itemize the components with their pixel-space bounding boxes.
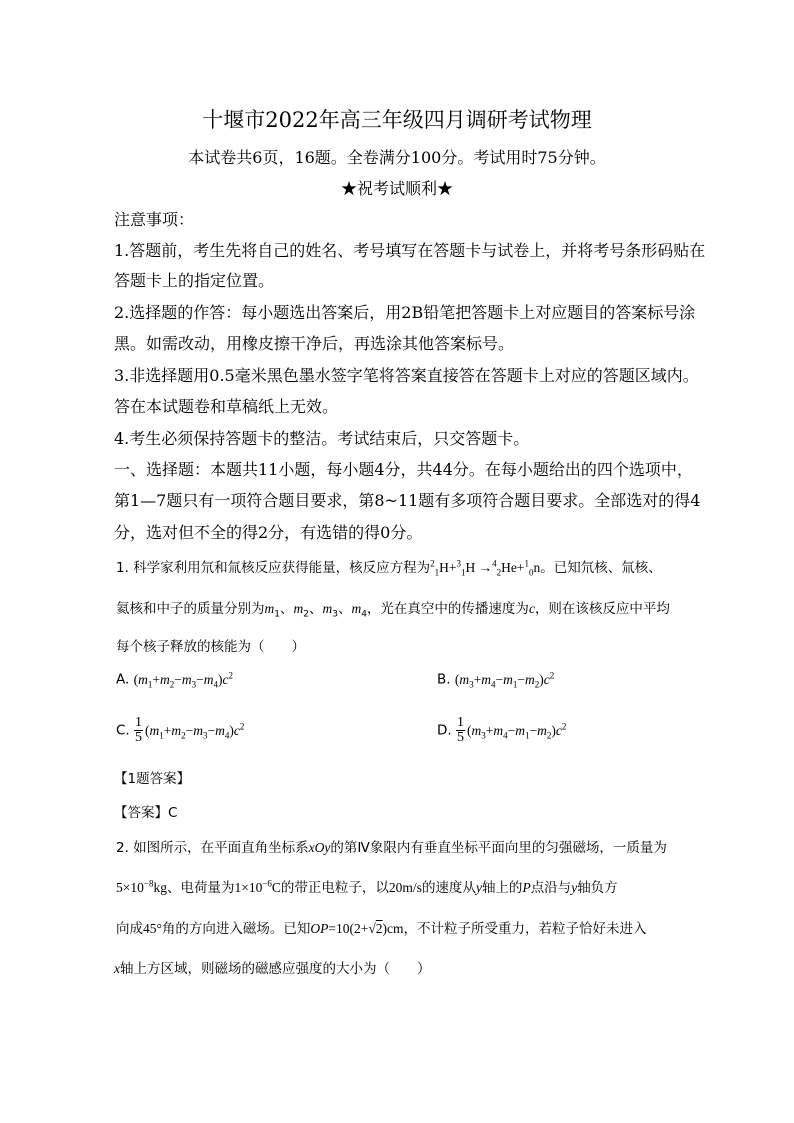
question-2-line1: 2. 如图所示，在平面直角坐标系xOy的第Ⅳ象限内有垂直坐标平面向里的匀强磁场，一质量为 [116,840,667,856]
option-d[interactable]: D. $\frac{1}{5}$ $(m_3+m_4-m_1-m_2)c^2$ [437,715,567,745]
notice-heading: 注意事项： [114,210,195,229]
option-b[interactable]: B. $(m_3+m_4-m_1-m_2)c^2$ [437,670,555,690]
page-title: 十堰市2022年高三年级四月调研考试物理 [202,108,592,132]
section-instruction: 分，选对但不全的得2分，有选错的得0分。 [114,523,423,542]
question-2-line3: 向成45°角的方向进入磁场。已知OP=10(2+√2)cm，不计粒子所受重力，若粒子恰好未进入 [116,921,647,937]
nuclear-equation: $^2_1$H+$^3_1$H →$^4_2$He+$^1_0$n [430,558,541,578]
notice-line: 答题卡上的指定位置。 [114,271,275,290]
question-1-line1: 1. 科学家利用氘和氚核反应获得能量，核反应方程为$^2_1$H+$^3_1$H →$^4_2$He+$^1_0$n。已知氘核、氚核、 [116,558,662,578]
notice-line: 答在本试题卷和草稿纸上无效。 [114,397,339,416]
question-2-line4: x轴上方区域，则磁场的磁感应强度的大小为（ ） [114,961,431,977]
option-c[interactable]: C. $\frac{1}{5}$ $(m_1+m_2-m_3-m_4)c^2$ [116,715,245,745]
question-1-line3: 每个核子释放的核能为（ ） [116,639,305,655]
section-heading: 一、选择题：本题共11小题，每小题4分，共44分。在每小题给出的四个选项中， [114,460,693,479]
answer-tag: 【1题答案】 [114,771,191,787]
notice-line: 3.非选择题用0.5毫米黑色墨水签字笔将答案直接答在答题卡上对应的答题区域内。 [114,366,699,385]
section-instruction: 第1—7题只有一项符合题目要求，第8~11题有多项符合题目要求。全部选对的得4 [114,491,701,510]
notice-line: 1.答题前，考生先将自己的姓名、考号填写在答题卡与试卷上，并将考号条形码贴在 [114,241,706,260]
notice-line: 4.考生必须保持答题卡的整洁。考试结束后，只交答题卡。 [114,429,530,448]
question-2-line2: $5\times 10^{-8}kg$、电荷量为$1\times 10^{-6}C$的带正电粒子，以20m/s的速度从y轴上的P点沿与y轴负方 [116,878,618,896]
notice-line: 2.选择题的作答：每小题选出答案后，用2B铅笔把答题卡上对应题目的答案标号涂 [114,303,696,322]
exam-info: 本试卷共6页，16题。全卷满分100分。考试用时75分钟。 [188,148,606,167]
answer-line: 【答案】C [114,805,178,821]
question-1-line2: 氦核和中子的质量分别为$m_1$、$m_2$、$m_3$、$m_4$，光在真空中的传播速度为c，则在该核反应中平均 [116,601,670,620]
notice-line: 黑。如需改动，用橡皮擦干净后，再选涂其他答案标号。 [114,334,515,353]
good-luck-line: ★祝考试顺利★ [340,179,453,198]
option-a[interactable]: A. $(m_1+m_2-m_3-m_4)c^2$ [116,670,233,690]
answer-value: C [168,805,178,821]
